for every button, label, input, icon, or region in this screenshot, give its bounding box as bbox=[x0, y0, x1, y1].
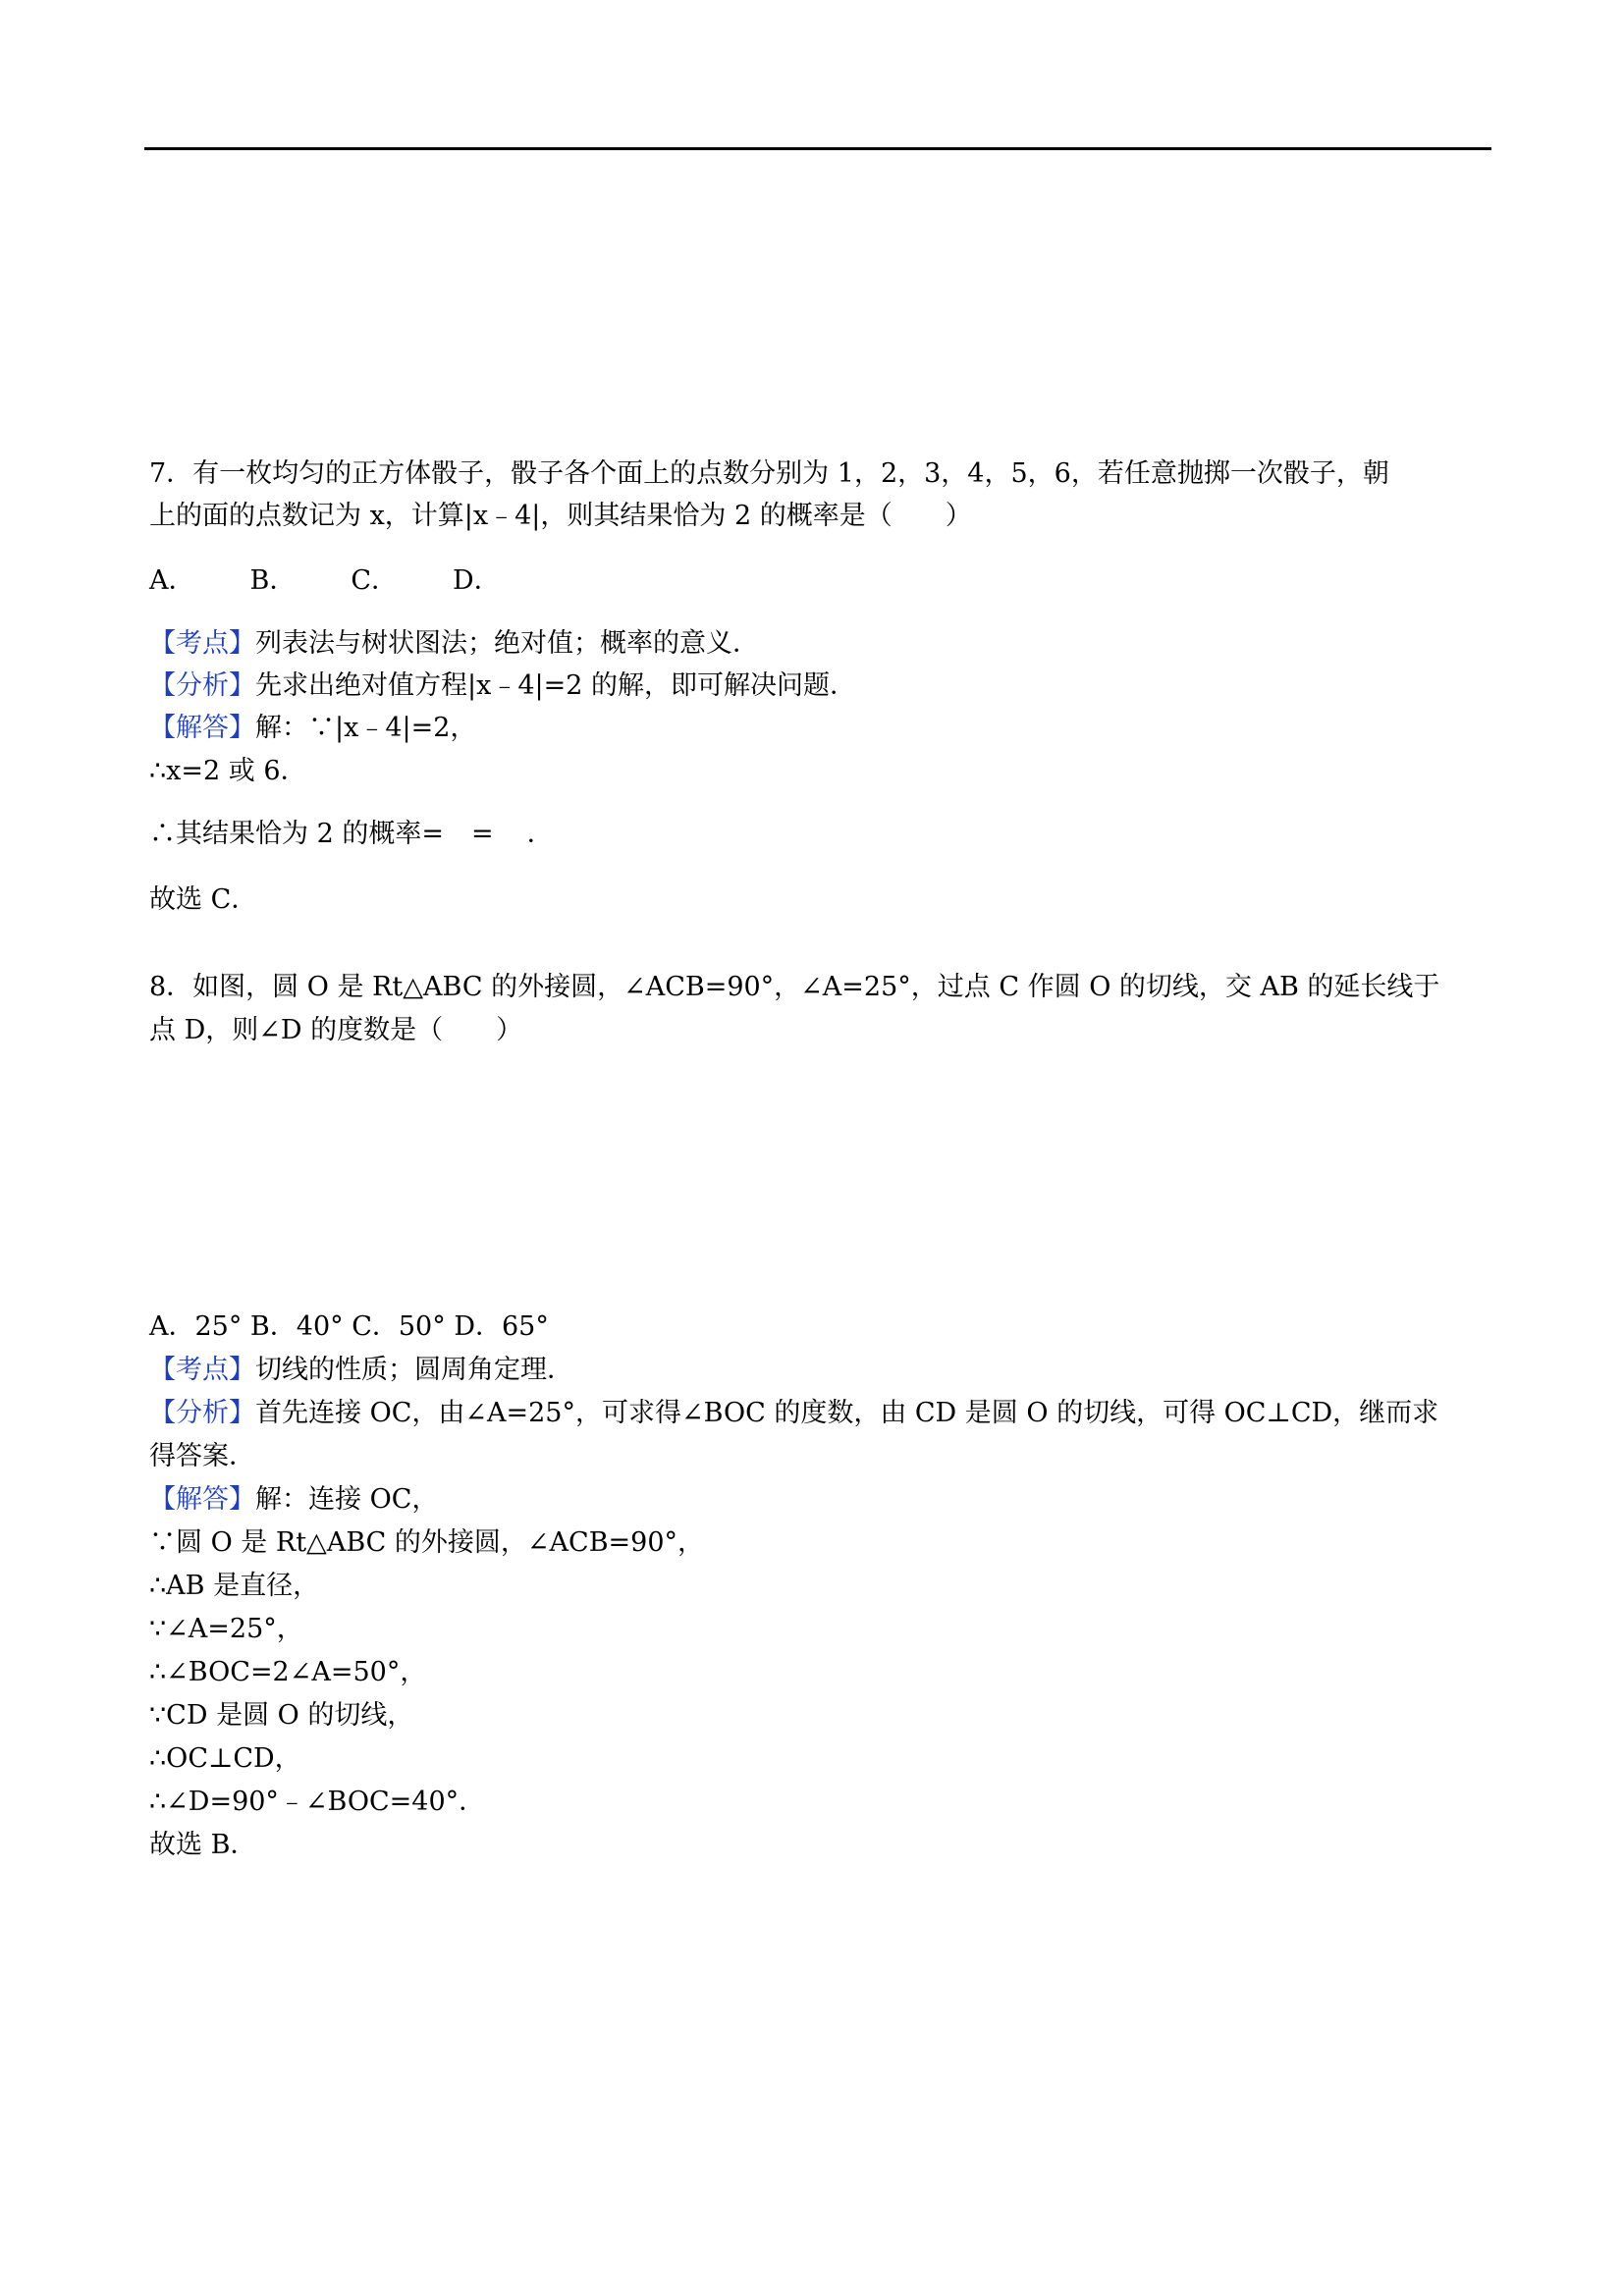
q8-fenxi-text-line1: 首先连接 OC，由∠A=25°，可求得∠BOC 的度数，由 CD 是圆 O 的切线，可得 OC⊥CD，继而求 bbox=[255, 1398, 1439, 1428]
q8-fenxi bbox=[149, 1396, 1438, 1431]
q7-fenxi-text: 先求出绝对值方程|x﹣4|=2 的解，即可解决问题． bbox=[255, 670, 856, 701]
q8-jieda-tag: 【解答】 bbox=[149, 1484, 255, 1515]
q7-stem-line2: 上的面的点数记为 x，计算|x﹣4|，则其结果恰为 2 的概率是（ ） bbox=[149, 501, 972, 531]
q8-kaodian-text: 切线的性质；圆周角定理． bbox=[255, 1355, 573, 1385]
q7-options bbox=[149, 563, 501, 599]
q8-step-5: ∵CD 是圆 O 的切线， bbox=[149, 1700, 414, 1731]
q8-jieda bbox=[149, 1482, 438, 1518]
q7-step1: ∴x=2 或 6． bbox=[149, 756, 307, 786]
q7-step2 bbox=[149, 817, 554, 852]
q7-stem-line1: 7．有一枚均匀的正方体骰子，骰子各个面上的点数分别为 1，2，3，4，5，6，若任意抛掷一次骰子，朝 bbox=[149, 458, 1389, 489]
q7-jieda-tag: 【解答】 bbox=[149, 713, 255, 743]
q7-kaodian-tag: 【考点】 bbox=[149, 628, 255, 659]
q8-step-7: ∴∠D=90°﹣∠BOC=40°． bbox=[149, 1787, 486, 1817]
q8-step-2: ∴AB 是直径， bbox=[149, 1571, 320, 1601]
q8-stem-line1: 8．如图，圆 O 是 Rt△ABC 的外接圆，∠ACB=90°，∠A=25°，过点 C 作圆 O 的切线，交 AB 的延长线于 bbox=[149, 972, 1440, 1002]
q7-step2-a: ∴其结果恰为 2 的概率= bbox=[149, 819, 444, 849]
q8-fenxi-tag: 【分析】 bbox=[149, 1398, 255, 1428]
q8-step-6: ∴OC⊥CD， bbox=[149, 1743, 301, 1774]
q7-option-d: D． bbox=[453, 565, 501, 596]
header-rule bbox=[144, 147, 1491, 150]
q7-step2-c: ． bbox=[526, 819, 554, 849]
q7-kaodian-text: 列表法与树状图法；绝对值；概率的意义． bbox=[255, 628, 759, 659]
q8-options: A．25° B．40° C．50° D．65° bbox=[149, 1311, 549, 1342]
q8-stem-line2: 点 D，则∠D 的度数是（ ） bbox=[149, 1015, 523, 1045]
q7-conclusion: 故选 C． bbox=[149, 884, 258, 915]
q8-conclusion: 故选 B． bbox=[149, 1830, 257, 1860]
q7-option-a: A． bbox=[149, 565, 195, 596]
q7-jieda-text: 解：∵|x﹣4|=2， bbox=[255, 713, 477, 743]
q7-option-b: B． bbox=[249, 565, 297, 596]
q8-kaodian-tag: 【考点】 bbox=[149, 1355, 255, 1385]
q7-jieda bbox=[149, 711, 476, 746]
q7-kaodian bbox=[149, 626, 759, 662]
q8-fenxi-line2: 得答案． bbox=[149, 1441, 255, 1471]
q8-step-4: ∴∠BOC=2∠A=50°， bbox=[149, 1657, 427, 1687]
q8-jieda-text: 解：连接 OC， bbox=[255, 1484, 439, 1515]
q7-step2-b: = bbox=[470, 819, 494, 849]
q8-step-1: ∵圆 O 是 Rt△ABC 的外接圆，∠ACB=90°， bbox=[149, 1527, 705, 1558]
q8-kaodian bbox=[149, 1353, 573, 1388]
q7-option-c: C． bbox=[351, 565, 399, 596]
q8-step-3: ∵∠A=25°， bbox=[149, 1614, 303, 1644]
q7-fenxi-tag: 【分析】 bbox=[149, 670, 255, 701]
q7-fenxi bbox=[149, 668, 856, 704]
